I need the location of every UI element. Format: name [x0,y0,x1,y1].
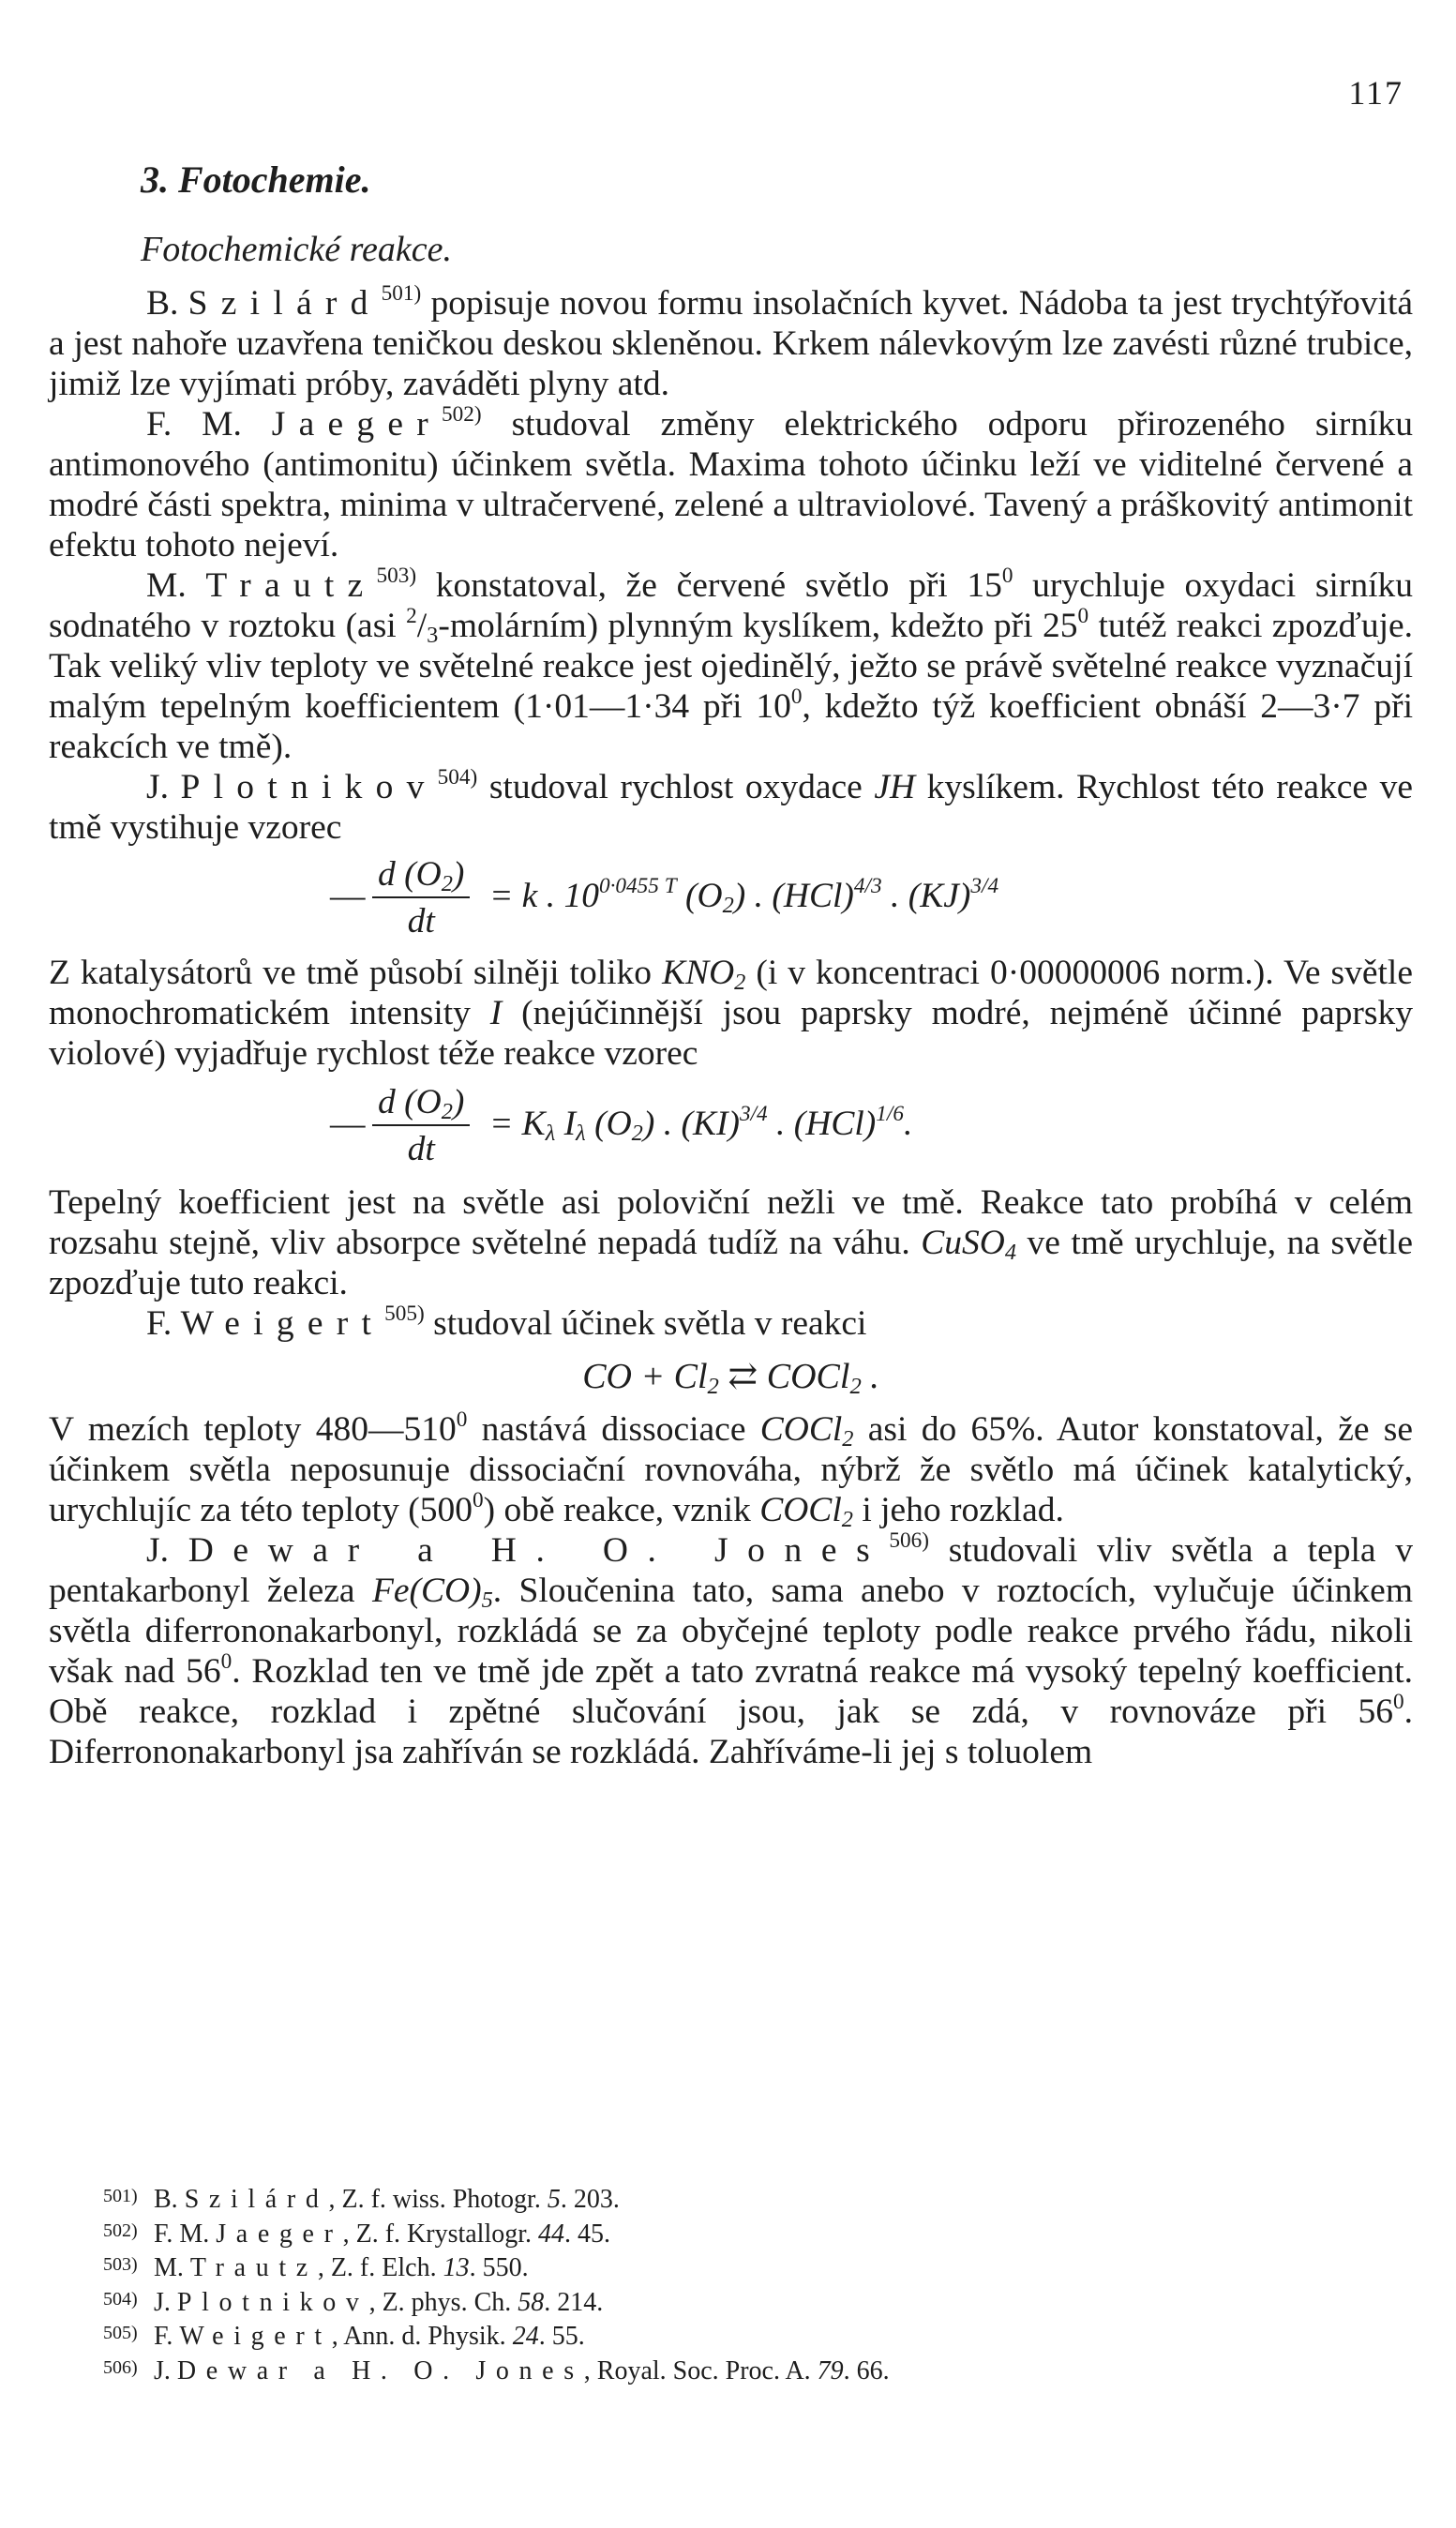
fraction-numerator: d $(O_2)$ [372,1081,470,1126]
footnote-ref: 506) [889,1527,930,1553]
formula: JH [874,768,916,806]
paragraph-thermal-coefficient: Tepelný koefficient jest na světle asi poloviční nežli ve tmě. Reakce tato probíhá v celém rozsahu stejně, vliv absorpce světelné nepadá tudíž na váhu. CuSO$_4$ ve tmě urychluje, na světle zpozďuje tuto reakci. [49,1183,1413,1302]
fraction-denominator: dt [407,1130,435,1168]
paragraph-dewar-jones: J. Dewar a H. O. Jones$^{506)}$ studovali vliv světla a tepla v pentakarbonyl železa $Fe(CO)_5$. Sloučenina tato, sama anebo v roztocích, vylučuje účinkem světla diferrononakarbonyl, rozkládá se za obyčejné teploty podle reakce prvého řádu, nikoli však nad $56^0$. Rozklad ten ve tmě jde zpět a tato zvratná reakce má vysoký tepelný koefficient. Obě reakce, rozklad i zpětné slučování jsou, jak se zdá, v rovnováze při $56^0$. Diferrononakarbonyl jsa zahříván se rozkládá. Zahříváme-li jej s toluolem [49,1527,1414,1771]
equation-rate-dark [49,848,1413,953]
footnote-mark: 504) [103,2288,138,2310]
footnote: 503) M. Trautz, Z. f. Elch. 13. 550. [103,2250,1322,2284]
subsection-heading: Fotochemické reakce. [141,230,452,269]
section-heading: 3. Fotochemie. [141,158,371,201]
paragraph-weigert: F. Weigert$^{505)}$ studoval účinek světla v reakci [146,1301,867,1343]
footnote-mark: 502) [103,2220,138,2241]
footnote: 505) F. Weigert, Ann. d. Physik. 24. 55. [103,2318,1322,2353]
footnote-ref: 501) [381,280,422,306]
footnote-ref: 502) [442,401,482,427]
equation-phosgene: CO + $Cl_2$ ⇄ COCl$_2$ . [582,1357,879,1400]
footnote-ref: 503) [376,563,417,588]
paragraph-trautz: M. Trautz$^{503)}$ konstatoval, že červené světlo při $15^0$ urychluje oxydaci sirníku sodnatého v roztoku (asi $^2/_3-molárním$) plynným kyslíkem, kdežto při $25^0$ tutéž reakci zpozďuje. Tak veliký vliv teploty ve světelné reakce jest ojedinělý, ježto se právě světelné reakce vyznačují malým tepelným koefficientem (1·01—1·34 při $10^0$, kdežto týž koefficient obnáší 2—3·7 při reakcích ve tmě). [49,563,1414,766]
fraction-numerator: d $(O_2)$ [372,853,470,898]
paragraph-dissociation: V mezích teploty $480—510^0$ nastává dissociace COCl$_2$ asi do 65%. Autor konstatoval, že se účinkem světla neposunuje dissociační rovnováha, nýbrž že světlo má účinek katalytický, urychlujíc za této teploty $(500^0)$ obě reakce, vznik COCl$_2$ i jeho rozklad. [49,1407,1414,1533]
paragraph-szilard: B. Szilárd$^{501)}$ popisuje novou formu insolačních kyvet. Nádoba ta jest trychtýřovitá a jest nahoře uzavřena teničkou deskou skleněnou. Krkem nálevkovým lze zavésti různé trubice, jimiž lze vyjímati próby, zaváděti plyny atd. [49,280,1414,403]
equation-rate-light [49,1074,1413,1182]
fraction [372,1081,470,1173]
equilibrium-arrow-icon: ⇄ [718,1357,767,1396]
footnote: 504) J. Plotnikov, Z. phys. Ch. 58. 214. [103,2284,1322,2319]
footnote-ref: 504) [437,764,478,790]
formula: COCl$_2$ [759,1410,854,1452]
footnotes [103,2181,1322,2386]
fraction [372,853,470,945]
author-name: Jaeger [271,405,443,444]
footnote-ref: 505) [384,1301,425,1326]
page-number: 117 [1348,74,1403,112]
equation-rhs: = k . $10^{0\cdot 0455 T}$ $(O_2)$ . (HCl)$^{4/3}$ . (KJ)$^{3/4}$ [489,873,999,919]
footnote-mark: 501) [103,2186,138,2206]
author-name: Szilárd [188,284,382,323]
footnote: 506) J. Dewar a H. O. Jones, Royal. Soc. Proc. A. 79. 66. [103,2353,1322,2387]
fraction-denominator: dt [407,902,435,940]
footnote: 502) F. M. Jaeger, Z. f. Krystallogr. 44. 45. [103,2216,1322,2250]
formula: CuSO$_4$ [921,1224,1017,1266]
footnote-mark: 506) [103,2356,138,2378]
body-text [49,280,1414,1772]
formula: $KNO_2$ [662,954,746,996]
minus-sign: — [330,877,366,915]
author-name: Weigert [180,1304,385,1343]
footnote-mark: 505) [103,2323,138,2343]
author-name: Plotnikov [180,768,438,806]
paragraph-catalysts: Z katalysátorů ve tmě působí silněji toliko $KNO_2$ (i v koncentraci 0·00000006 norm.). Ve světle monochromatickém intensity I (nejúčinnější jsou paprsky modré, nejméně účinné paprsky violové) vyjadřuje rychlost téže reakce vzorec [49,954,1413,1073]
paragraph-jaeger: F. M. Jaeger$^{502)}$ studoval změny elektrického odporu přirozeného sirníku antimonového (antimonitu) účinkem světla. Maxima tohoto účinku leží ve viditelné červené a modré části spektra, minima v ultračervené, zelené a ultraviolové. Tavený a práškovitý antimonit efektu tohoto nejeví. [49,401,1413,564]
paragraph-plotnikov: J. Plotnikov$^{504)}$ studoval rychlost oxydace JH kyslíkem. Rychlost této reakce ve tmě vystihuje vzorec [49,764,1413,847]
author-name: Trautz [205,566,377,605]
footnote-mark: 503) [103,2254,138,2275]
formula: COCl$_2$ [759,1491,853,1533]
equation-rhs: = $K_\lambda$ $I_\lambda$ $(O_2)$ . (KI)$^{3/4}$ . (HCl)$^{1/6}$. [489,1101,913,1147]
author-name: Jones [713,1531,890,1570]
author-name: Dewar [188,1531,379,1570]
footnote: 501) B. Szilárd, Z. f. wiss. Photogr. 5. 203. [103,2181,1322,2216]
minus-sign: — [330,1105,366,1143]
formula: $Fe(CO)_5$ [371,1572,493,1614]
